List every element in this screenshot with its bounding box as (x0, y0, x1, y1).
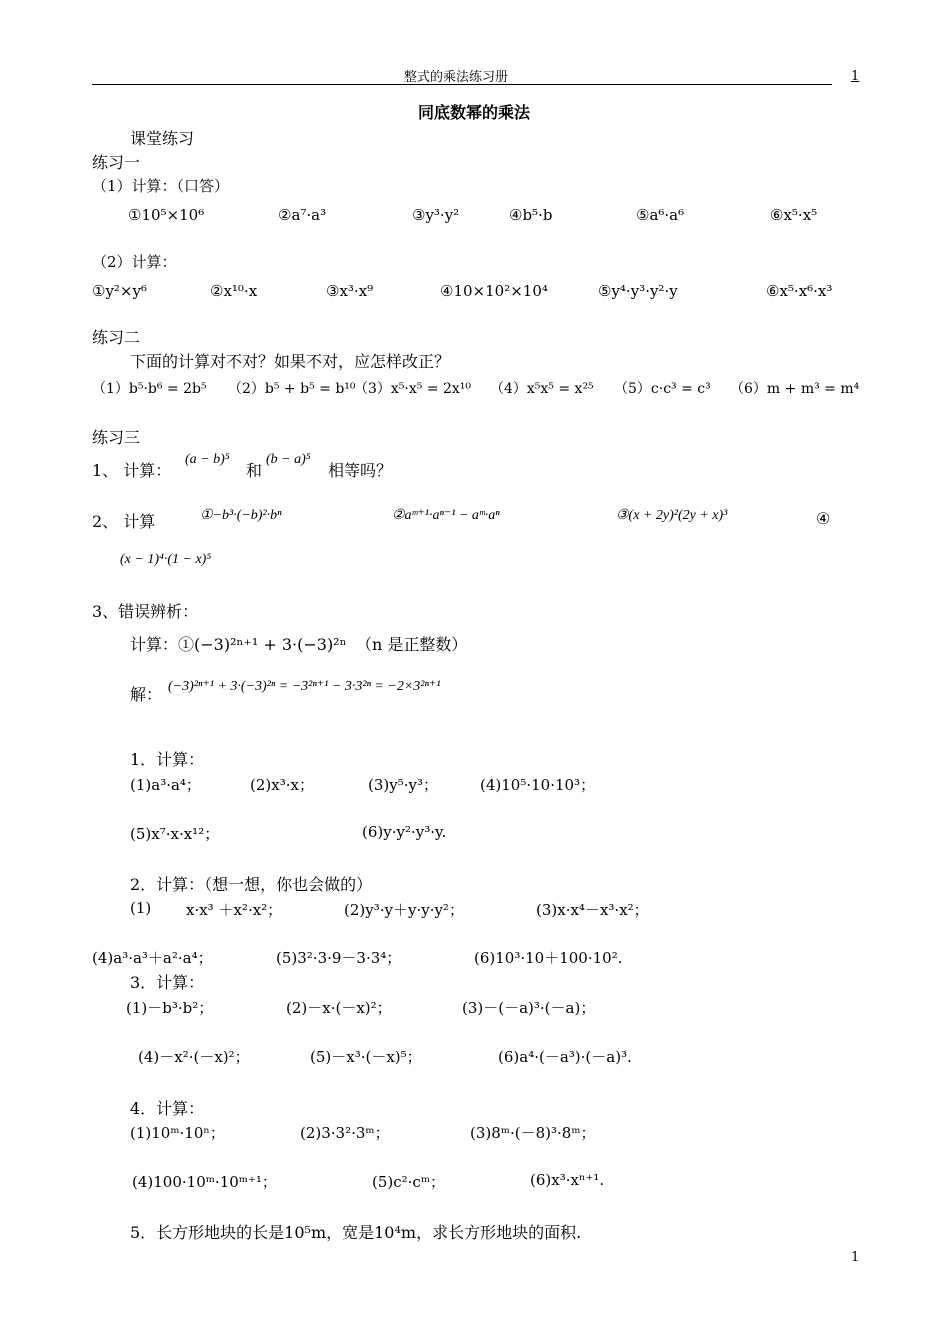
ex1-q2-item: ⑥x⁵·x⁶·x³ (766, 282, 833, 300)
p1-item: (5)x⁷·x·x¹²； (130, 825, 220, 843)
ex1-q1-item: ①10⁵×10⁶ (128, 206, 205, 224)
ex3-q2-item: ④ (816, 509, 831, 528)
p3-item: (1)－b³·b²； (126, 999, 214, 1017)
class-practice-heading: 课堂练习 (130, 129, 195, 148)
ex3-q3-label: 3、错误辨析： (92, 602, 199, 621)
p4-item: (1)10ᵐ·10ⁿ； (130, 1124, 225, 1142)
ex1-q1-label: （1）计算：（口答） (92, 177, 230, 195)
ex3-q2-label: 2、 计算 (92, 512, 156, 531)
ex1-q2-item: ⑤y⁴·y³·y²·y (598, 282, 678, 300)
ex3-q2-item: ①−b³·(−b)²·bⁿ (200, 508, 282, 523)
ex3-q1-expr-a: (a − b)⁵ (185, 452, 230, 467)
p4-item: (5)c²·cᵐ； (372, 1173, 446, 1191)
doc-title: 同底数幂的乘法 (418, 103, 531, 122)
running-header: 整式的乘法练习册 (404, 70, 509, 85)
ex1-q2-label: （2）计算： (92, 253, 177, 271)
ex1-q1-item: ②a⁷·a³ (278, 206, 327, 224)
header-rule (92, 84, 832, 85)
p3-item: (3)－(－a)³·(－a)； (462, 999, 596, 1017)
ex3-q1-expr-b: (b − a)⁵ (266, 452, 311, 467)
footer-page-number: 1 (851, 1250, 860, 1265)
ex3-q2-item: ③(x + 2y)²(2y + x)³ (616, 508, 728, 523)
header-page-number: 1 (851, 69, 860, 84)
p3-item: (4)－x²·(－x)²； (138, 1048, 250, 1066)
ex2-item: （3）x⁵·x⁵ = 2x¹⁰ (354, 381, 472, 397)
ex1-heading: 练习一 (92, 153, 141, 172)
p2-item: (6)10³·10＋100·10². (474, 949, 623, 967)
p2-item: (3)x·x⁴－x³·x²； (536, 901, 649, 919)
ex1-q1-item: ④b⁵·b (509, 206, 553, 224)
ex3-q3-solution: (−3)²ⁿ⁺¹ + 3·(−3)²ⁿ = −3²ⁿ⁺¹ − 3·3²ⁿ = −2×3²ⁿ⁺¹ (168, 679, 441, 694)
ex2-heading: 练习二 (92, 328, 141, 347)
p3-item: (5)－x³·(－x)⁵； (310, 1048, 422, 1066)
ex2-item: （1）b⁵·b⁶ = 2b⁵ (92, 381, 207, 397)
ex1-q2-item: ①y²×y⁶ (92, 282, 147, 300)
p1-item: (1)a³·a⁴； (130, 776, 201, 794)
ex1-q2-item: ②x¹⁰·x (210, 282, 258, 300)
ex2-item: （5）c·c³ = c³ (614, 381, 711, 397)
ex1-q1-item: ⑤a⁶·a⁶ (636, 206, 685, 224)
ex3-q1-suffix: 相等吗？ (328, 461, 393, 480)
p2-item: (2)y³·y＋y·y·y²； (344, 901, 464, 919)
p2-item: (5)3²·3·9－3·3⁴； (276, 949, 402, 967)
ex3-q2-item4-expr: (x − 1)⁴·(1 − x)⁵ (120, 552, 212, 567)
ex2-item: （4）x⁵x⁵ = x²⁵ (490, 381, 594, 397)
ex2-item: （6）m + m³ = m⁴ (730, 381, 860, 397)
p3-label: 3．计算： (130, 973, 205, 992)
p4-label: 4．计算： (130, 1099, 205, 1118)
p4-item: (6)x³·xⁿ⁺¹. (530, 1171, 605, 1189)
p4-item: (3)8ᵐ·(－8)³·8ᵐ； (470, 1124, 596, 1142)
p1-item: (2)x³·x； (250, 776, 314, 794)
ex3-q1-and: 和 (246, 461, 263, 480)
p4-item: (2)3·3²·3ᵐ； (300, 1124, 390, 1142)
p1-item: (6)y·y²·y³·y. (362, 823, 447, 841)
p2-label: 2．计算：（想一想，你也会做的） (130, 875, 373, 894)
ex1-q2-item: ③x³·x⁹ (326, 282, 374, 300)
ex2-item: （2）b⁵ + b⁵ = b¹⁰ (228, 381, 356, 397)
ex3-q2-item: ②aᵐ⁺¹·aⁿ⁻¹ − aᵐ·aⁿ (392, 508, 500, 523)
ex1-q1-item: ⑥x⁵·x⁵ (770, 206, 818, 224)
ex3-q1-prefix: 1、 计算： (92, 461, 172, 480)
p1-item: (3)y⁵·y³； (368, 776, 438, 794)
ex3-q3-calc: 计算：①(−3)²ⁿ⁺¹ + 3·(−3)²ⁿ (130, 635, 347, 654)
ex3-heading: 练习三 (92, 428, 141, 447)
p3-item: (6)a⁴·(－a³)·(－a)³. (498, 1048, 632, 1066)
p1-item: (4)10⁵·10·10³； (480, 776, 596, 794)
p2-item: (4)a³·a³＋a²·a⁴； (92, 949, 213, 967)
p2-item: x·x³ ＋x²·x²； (186, 901, 283, 919)
ex2-question: 下面的计算对不对？如果不对，应怎样改正？ (130, 352, 451, 371)
p1-label: 1．计算： (130, 750, 205, 769)
p2-item: (1) (130, 899, 152, 917)
p3-item: (2)－x·(－x)²； (286, 999, 392, 1017)
ex3-q3-solution-label: 解： (130, 685, 163, 704)
p5-text: 5．长方形地块的长是10⁵m，宽是10⁴m，求长方形地块的面积. (130, 1223, 582, 1242)
ex1-q1-item: ③y³·y² (412, 206, 460, 224)
ex3-q3-note: （n 是正整数） (356, 635, 468, 654)
p4-item: (4)100·10ᵐ·10ᵐ⁺¹； (132, 1173, 277, 1191)
ex1-q2-item: ④10×10²×10⁴ (440, 282, 548, 300)
